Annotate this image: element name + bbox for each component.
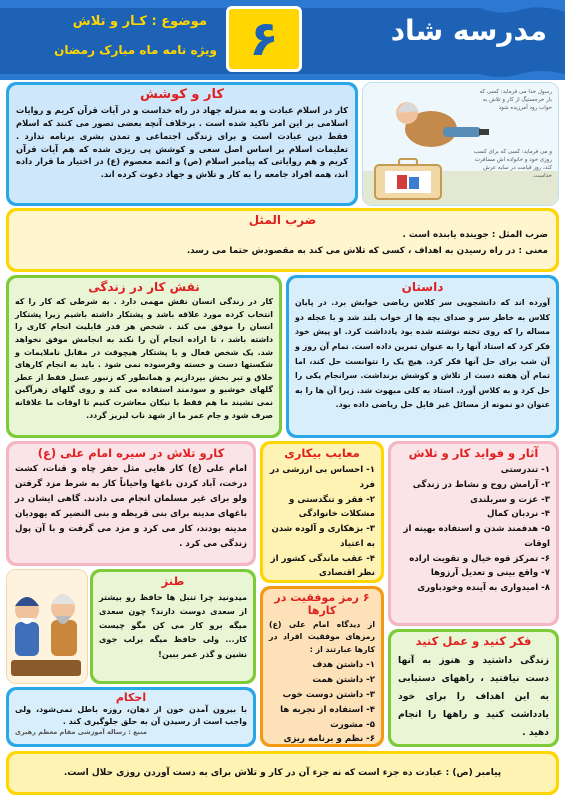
section-title: آثار و فواید کار و تلاش (408, 446, 539, 460)
list-item: ۲- داشتن همت (312, 675, 375, 686)
section-body: کار در اسلام عبادت و به منزله جهاد در راه خداست و در آیات قرآن کریم و روایات اسلامی بر این امر تاکید شده است . برخلاف آنچه بعضی تصور می کنند که اسلام فقط دین عبادت است و برای زندگی اجتماعی و تمدن بشری برنامه ندارد . تعلیمات اسلام بر اساس اصل سعی و کوشش پی ریزی شده که هم آیات قرآن کریم و هم روایاتی که پیامبر اسلام (ص) و ائمه معصوم (ع) در اختیار ما قرار داده اند، همه افراد جامعه را به کار و تلاش و جهاد دعوت کرده اند. (16, 105, 348, 180)
list-item: ۱- داشتن هدف (312, 660, 375, 671)
issue-badge (226, 6, 302, 72)
footer-text: پیامبر (ص) : عبادت ده جزء است که نه جزء آن در کار و تلاش برای به دست آوردن روزی حلال است. (63, 768, 502, 778)
section-title: ۶ رمز موفقیت در کارها (274, 591, 370, 617)
success-list (269, 658, 375, 747)
section-title: داستان (401, 280, 444, 294)
list-item: ۶- نظم و برنامه ریزی (283, 734, 375, 745)
footer-quote (6, 751, 559, 795)
section-title: طنز (161, 574, 185, 588)
list-item: ۵- مشورت (330, 719, 375, 730)
list-item: ۶- تمرکز قوه خیال و تقویت اراده (409, 553, 550, 564)
proverb-text: جوینده یابنده است . (402, 230, 492, 240)
illustration-caption-top: رسول خدا می فرماید: کسی که بار خرجستیگ از کار و تلاش به خواب رود آمرزیده شود (479, 89, 552, 111)
section-body: امام علی (ع) کار هایی مثل حفر چاه و قنات، کشت درخت، آباد کردن باغها واحیاناً کار به شرط مزد گرفتن ولو برای غیر مسلمان انجام می دادند. گاهی ایشان در باغهای مدینه برای بنی قریظه و بنی النضیر که یهودیان مدینه بودند، کار می کرد و مزد می گرفت و با آن پول زندگی می کرد . (15, 464, 247, 550)
issue-number: ۶ (249, 11, 279, 67)
ahkam-section (6, 687, 256, 747)
list-item: ۱- تندرستی (500, 465, 550, 475)
section-title: فکر کنید و عمل کنید (415, 634, 532, 648)
section-body: میدونید چرا تنبل ها حافظ رو بیشتر از سعدی دوست دارند؟ چون سعدی میگه برو کار می کن مگو چیست کار... ولی حافظ میگه برلب جوی نشین و گذر عمر ببین! (99, 592, 247, 659)
section-body: آورده اند که دانشجویی سر کلاس ریاضی خوابش برد. در پایان کلاس به خاطر سر و صدای بچه ها از خواب بلند شد و با عجله دو مساله را که روی تخته نوشته شده بود یادداشت کرد. او پیش خود فکر کرد که استاد آنها را به عنوان تمرین داده است. تمام آن روز و آن شب برای حل آنها فکر کرد. هیچ یک را نتوانست حل کند، اما تمام آن هفته دست از تلاش و کوشش برنداشت. سرانجام یکی را حل کرد و به کلاس آورد. استاد به کلی مبهوت شد. زیرا آن ها را به عنوان دو نمونه از مسائل غیر قابل حل ریاضی داده بود. (295, 298, 550, 410)
section-body: با بیرون آمدن خون از دهان، روزه باطل نمی‌شود، ولی واجب است از رسیدن آن به حلق جلوگیری کند . (15, 705, 247, 726)
list-item: ۳- بزهکاری و آلوده شدن به اعتیاد (271, 524, 375, 549)
section-title: معایب بیکاری (284, 446, 360, 460)
meaning-label: معنی : (518, 245, 548, 256)
list-item: ۳- داشتن دوست خوب (282, 689, 375, 700)
list-item: ۵- هدفمند شدن و استفاده بهینه از اوقات (403, 524, 550, 549)
list-item: ۸- امیدواری به آینده وخودباوری (417, 583, 550, 594)
list-item: ۴- عقب ماندگی کشور از نظر اقتصادی (270, 553, 375, 579)
list-item: ۳- عزت و سربلندی (470, 494, 550, 505)
success-secrets-section (260, 586, 384, 747)
proverb-section (6, 208, 559, 272)
section-title: کارو تلاش در سیره امام علی (ع) (37, 446, 225, 460)
unemployment-harms-section (260, 441, 384, 583)
topic-title: موضوع : کـار و تلاش (72, 14, 207, 29)
list-item: ۲- آرامش روح و نشاط در زندگی (412, 479, 550, 490)
role-of-work-section (6, 275, 282, 438)
benefits-list (397, 463, 550, 596)
harms-list (269, 463, 375, 581)
section-title: احکام (115, 691, 147, 704)
list-item: ۱- احساس بی ارزشی در فرد (269, 465, 375, 490)
list-item: ۲- فقر و تنگدستی و مشکلات خانوادگی (289, 494, 375, 520)
meaning-text: در راه رسیدن به اهداف ، کسی که تلاش می کند به مقصودش حتما می رسد. (186, 245, 519, 256)
story-section (286, 275, 559, 438)
section-body: کار در زندگی انسان نقش مهمی دارد . به شرطی که کار را که انتخاب کرده مورد علاقه باشد و پشتکار داشته باشیم زیرا پشتکار انسان را موفق می کند . شخص هر قدر قابلیت انجام کاری را داشته باشد ، تا اراده انجام آن را نکند به انجامش موفق نخواهد شد. یک شخص فعال و با پشتکار هیچوقت در مقابل ناملایمات و شکستها دست و خسته وفرسوده نمی شود . باید به انجام کارهای خلاق و تبر بخش بپردازیم و همانطور که زنبور عسل فقط از عطر گلهای خوشبو و سودمند استفاده می کند و روی گلهای زهرآگین نمی نشیند ما هم فقط با نیکان معاشرت کنیم تا اوقات ما علاقانه صرف شود و جام عمر ما از شهد ناب لبریز گردد. (15, 297, 273, 420)
humor-section (90, 569, 256, 684)
poets-picture (6, 570, 87, 684)
school-name: مدرسه شاد (390, 14, 547, 47)
list-item: ۷- واقع بینی و تعدیل آرزوها (430, 568, 550, 579)
special-issue-title: ویژه نامه ماه مبارک رمضان (54, 43, 217, 57)
proverb-label: ضرب المثل : (491, 230, 548, 240)
header-banner (0, 0, 565, 80)
list-item: ۴- استفاده از تجربه ها (280, 704, 375, 715)
farmer-illustration (362, 82, 559, 206)
success-intro: از دیدگاه امام علی (ع) رمزهای موفقیت افراد در کارها عبارتند از : (269, 620, 375, 654)
illustration-caption-bottom: و می فرماید: کسی که برای کسب روزی خود و خانواده اش مسافرت کند، روز قیامت در سایه عرش خداست. (473, 149, 552, 179)
section-title: نقش کار در زندگی (88, 280, 200, 294)
imam-ali-section (6, 441, 256, 566)
list-item: ۴- نردبان کمال (486, 509, 550, 520)
think-and-act-section (388, 629, 559, 747)
benefits-section (388, 441, 559, 626)
poets-illustration (6, 569, 88, 684)
work-effort-section (6, 82, 358, 206)
section-title: ضرب المثل (248, 213, 317, 227)
section-title: کار و کوشش (140, 87, 224, 102)
ahkam-source: منبع : رساله آموزشی مقام معظم رهبری (15, 728, 147, 736)
section-body: زندگی داشتید و هنوز به آنها دست نیافتید ، راههای دستیابی به این اهداف را برای خود یادداشت کنید و راهها را انجام دهید . (398, 655, 549, 738)
